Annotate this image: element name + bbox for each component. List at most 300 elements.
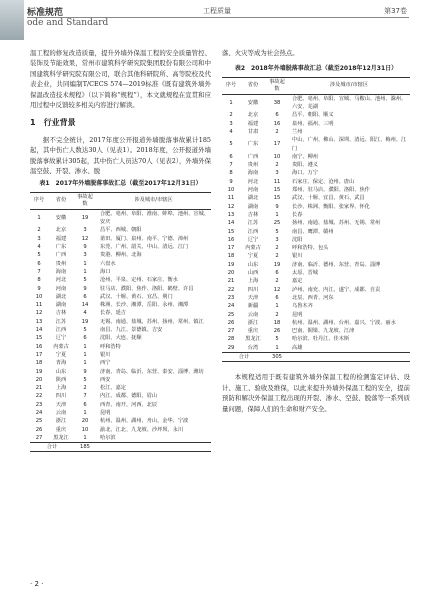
section-brand-en: ode and Standard [27,18,109,28]
row-number: 14 [227,220,235,227]
row-count: 2 [83,385,87,392]
row-number: 10 [35,293,43,300]
row-province: 江苏 [247,220,259,227]
right-column [222,48,410,414]
row-count: 12 [81,235,89,242]
row-number: 24 [35,410,43,416]
row-number: 11 [227,195,235,202]
row-cities: 西安 [100,376,111,383]
row-cities: 郑州、驻马店、濮阳、洛阳、焦作 [292,187,370,194]
row-province: 黑龙江 [53,434,69,441]
row-cities: 长春、延吉 [100,310,126,317]
row-count: 6 [83,335,87,342]
table-row [30,301,211,309]
table-row [222,277,410,285]
table-row [30,293,211,301]
row-cities: 杭州、温州、湖州、舟山、金华、宁波 [100,418,189,425]
row-count: 14 [81,302,89,309]
row-number: 1 [229,99,233,106]
row-number: 3 [37,235,41,242]
row-number: 25 [35,418,43,425]
table-2018 [222,77,410,363]
row-number: 7 [229,162,233,169]
row-count: 11 [273,178,281,185]
row-province: 福建 [247,120,259,127]
row-number: 12 [227,203,235,210]
col-header-no: 序号 [30,192,48,209]
row-cities: 石家庄、保定、沧州、唐山 [292,178,355,185]
total-count: 305 [266,353,288,362]
table-row [30,326,211,334]
table2-caption: 表2 2018年外墙脱落事故汇总（截至2018年12月31日） [234,65,398,73]
row-cities: 兰州 [292,129,303,135]
row-count: 18 [273,319,281,326]
row-number: 26 [227,319,235,326]
row-province: 河南 [247,187,259,194]
row-count: 1 [275,211,279,218]
row-province: 湖北 [55,293,67,300]
table-row [30,392,211,400]
row-cities: 昌平、西城、朝阳 [100,227,142,234]
row-province: 内蒙古 [53,343,69,350]
row-number: 1 [37,215,41,222]
row-number: 23 [227,294,235,301]
row-count: 1 [83,434,87,441]
row-cities: 呼和浩特、包头 [292,245,329,252]
row-cities: 合肥、亳州、阜阳、淮南、蚌埠、池州、宣城、安庆 [100,210,209,226]
row-count: 12 [273,286,281,293]
row-count: 9 [275,203,279,210]
table-row [30,309,211,317]
table-row [222,236,410,244]
row-number: 20 [227,270,235,277]
col-header-count: 事故起数 [266,77,288,94]
row-province: 江西 [247,228,259,235]
row-number: 2 [229,112,233,119]
table-row [222,327,410,335]
row-number: 13 [227,211,235,218]
col-header-province: 省份 [48,192,74,209]
row-count: 17 [273,141,281,148]
row-count: 2 [275,129,279,135]
row-count: 4 [83,310,87,317]
table-row [30,359,211,367]
row-number: 19 [227,261,235,268]
row-cities: 沧州、平泉、定州、石家庄、衡水 [100,277,178,284]
row-number: 17 [35,351,43,358]
table-row [30,417,211,425]
row-number: 9 [37,285,41,292]
section-heading: 1 行业背景 [30,118,76,128]
row-province: 天津 [247,294,259,301]
table-row [30,334,211,342]
row-number: 12 [35,310,43,317]
table-row [222,194,410,202]
table-row [30,368,211,376]
row-cities: 南宁、柳州 [292,153,318,160]
row-province: 山东 [55,368,67,375]
table-row [222,128,410,136]
row-count: 2 [275,311,279,318]
row-province: 山东 [247,261,259,268]
table-row [222,261,410,269]
row-number: 17 [227,245,235,252]
row-province: 湖南 [247,203,259,210]
table-row [30,384,211,392]
col-header-no: 序号 [222,77,240,94]
row-number: 24 [227,303,235,310]
row-province: 宁夏 [55,351,67,358]
row-province: 河北 [55,277,67,284]
table-row [222,178,410,186]
table-row [30,209,211,226]
row-count: 26 [273,328,281,335]
row-cities: 株洲、长沙、湘潭、岳阳、永州、湘潭 [100,302,189,309]
row-cities: 西宁 [100,360,111,367]
row-cities: 济南、青岛、临沂、东营、泰安、淄博、潍坊 [100,368,204,375]
row-number: 16 [35,343,43,350]
row-province: 台湾 [247,344,259,351]
table-row [222,302,410,310]
row-cities: 长沙、株洲、衡阳、张家界、怀化 [292,203,370,210]
journal-volume: 第37卷 [384,7,407,15]
closing-paragraph: 本规程适用于既有建筑外墙外保温工程的检测鉴定评估、设计、施工、验收及维保，以此来提升外墙外保温工程的安全，提前预防和解决外保温工程出现的开裂、渗水、空鼓、脱落等一系列质量问题，保障人们的生命和财产安全。 [222,373,410,413]
page-header [0,0,427,40]
row-number: 27 [227,328,235,335]
row-count: 6 [83,401,87,408]
col-header-count: 事故起数 [74,192,96,209]
row-number: 28 [227,336,235,343]
row-province: 河南 [55,285,67,292]
row-province: 黑龙江 [245,336,261,343]
total-blank [96,443,211,452]
row-province: 广西 [55,252,67,259]
col-header-province: 省份 [240,77,266,94]
row-number: 10 [227,187,235,194]
row-province: 四川 [247,286,259,293]
row-cities: 杭州、温州、湖州、台州、嘉兴、宁波、丽水 [292,319,396,326]
row-province: 云南 [55,410,67,416]
row-number: 18 [35,360,43,367]
row-cities: 巴南、铜梁、九龙坡、江津 [292,328,355,335]
table-total-row [30,443,211,452]
table-row [30,401,211,409]
total-label: 合计 [30,443,74,452]
row-number: 29 [227,344,235,351]
table-row [222,219,410,227]
table-total-row [222,353,410,362]
row-cities: 银川 [100,351,111,358]
row-province: 辽宁 [247,236,259,243]
row-cities: 武汉、十堰、黄石、宜昌、荆门 [100,293,173,300]
row-province: 青海 [55,360,67,367]
row-province: 广东 [55,244,67,251]
table-row [222,252,410,260]
row-count: 5 [83,327,87,334]
row-province: 天津 [55,401,67,408]
row-cities: 西青、南开、河西、北辰 [100,401,158,408]
row-province: 江苏 [55,318,67,325]
left-column [30,48,211,452]
row-cities: 贵阳、遵义 [292,162,318,169]
row-number: 6 [37,260,41,267]
table-row [222,344,410,353]
table-row [30,260,211,268]
total-count: 185 [74,443,96,452]
row-cities: 沈阳、大连、抚顺 [100,335,142,342]
row-number: 14 [35,327,43,334]
row-count: 1 [275,303,279,310]
row-count: 2 [275,253,279,260]
row-cities: 乌鲁木齐 [292,303,313,310]
row-cities: 长春 [292,211,303,218]
table-row [30,251,211,259]
table-row [222,169,410,177]
row-count: 5 [83,277,87,284]
row-province: 内蒙古 [245,245,261,252]
table-row [222,153,410,161]
background-paragraph: 据不完全统计，2017年度公开报道外墙脱落事故累计185起，其中伤亡人数达30人（见表1）。2018年度，公开报道外墙脱落事故累计305起，其中伤亡人员达70人（见表2），外墙外保温空鼓、开裂、渗水、脱 [30,135,211,176]
row-number: 3 [229,120,233,127]
table-row [222,244,410,252]
row-number: 9 [229,178,233,185]
row-province: 海南 [55,268,67,275]
row-number: 15 [227,228,235,235]
row-province: 河北 [247,178,259,185]
row-count: 3 [275,170,279,177]
row-count: 19 [81,318,89,325]
row-number: 11 [35,302,43,309]
table-row [30,285,211,293]
row-count: 7 [83,393,87,400]
row-province: 上海 [247,278,259,285]
row-count: 1 [83,410,87,416]
row-count: 5 [83,376,87,383]
row-province: 重庆 [247,328,259,335]
row-province: 吉林 [247,211,259,218]
row-cities: 北辰、西青、河东 [292,294,334,301]
row-cities: 内江、成都、德阳、眉山 [100,393,158,400]
row-count: 1 [83,260,87,267]
table-row [222,286,410,294]
col-header-cities: 涉及城市/市辖区 [96,192,211,209]
table-row [222,294,410,302]
row-province: 四川 [55,393,67,400]
table-row [30,276,211,284]
row-cities: 渝北、江北、九龙坡、沙坪坝、永川 [100,426,184,433]
table-row [30,243,211,251]
row-count: 1 [83,360,87,367]
table-row [222,111,410,119]
journal-title: 工程质量 [203,7,231,15]
row-cities: 太原、晋城 [292,270,318,277]
row-number: 8 [229,170,233,177]
row-province: 贵州 [55,260,67,267]
total-label: 合计 [222,353,266,362]
row-cities: 松江、嘉定 [100,385,126,392]
row-cities: 昆明 [292,311,303,318]
row-number: 5 [229,141,233,148]
row-count: 20 [81,418,89,425]
row-count: 15 [273,187,281,194]
row-count: 10 [81,426,89,433]
row-province: 海南 [247,170,259,177]
row-cities: 嘉定 [292,278,303,285]
row-province: 广东 [247,141,259,148]
row-province: 广西 [247,153,259,160]
row-count: 1 [275,344,279,351]
table-row [30,426,211,434]
row-province: 重庆 [55,426,67,433]
row-count: 3 [83,252,87,259]
row-count: 5 [275,336,279,343]
row-count: 2 [275,162,279,169]
row-count: 6 [275,294,279,301]
row-cities: 海口 [100,268,111,275]
row-number: 21 [227,278,235,285]
row-number: 20 [35,376,43,383]
row-cities: 东莞、广州、韶关、中山、清远、江门 [100,244,189,251]
row-province: 江西 [55,327,67,334]
table-row [30,268,211,276]
row-number: 16 [227,236,235,243]
row-cities: 武汉、十堰、宜昌、黄石、武昌 [292,195,365,202]
row-count: 15 [273,195,281,202]
row-number: 15 [35,335,43,342]
row-count: 38 [273,99,281,106]
row-cities: 南昌、鹰潭、赣州 [292,228,334,235]
table-row [222,161,410,169]
row-count: 25 [273,220,281,227]
table-row [222,211,410,219]
table1-caption: 表1 2017年外墙脱落事故汇总（截至2017年12月31日） [39,180,202,188]
row-number: 5 [37,252,41,259]
row-count: 16 [273,120,281,127]
row-cities: 六盘水 [100,260,116,267]
row-number: 6 [229,153,233,160]
row-count: 3 [275,236,279,243]
table-row [30,343,211,351]
table-row [222,311,410,319]
journal-logo [0,0,24,40]
row-cities: 昆明 [100,410,111,416]
row-cities: 南昌、九江、景德镇、吉安 [100,327,163,334]
row-province: 北京 [55,227,67,234]
row-number: 2 [37,227,41,234]
row-cities: 驻马店、濮阳、焦作、洛阳、鹤壁、许昌 [100,285,194,292]
row-province: 上海 [55,385,67,392]
row-number: 8 [37,277,41,284]
row-count: 19 [81,215,89,222]
row-count: 1 [83,351,87,358]
table-row [30,434,211,443]
table-row [222,94,410,111]
row-cities: 莆田、厦门、泉州、南平、宁德、漳州 [100,235,189,242]
row-count: 1 [83,343,87,350]
row-cities: 泉州、福州、三明 [292,120,334,127]
row-count: 6 [83,293,87,300]
total-blank [288,353,410,362]
col-header-cities: 涉及城市/市辖区 [288,77,410,94]
header-rule [27,17,409,18]
row-province: 山西 [247,270,259,277]
row-number: 22 [35,393,43,400]
row-cities: 呼和浩特 [100,343,121,350]
row-count: 9 [83,285,87,292]
row-number: 13 [35,318,43,325]
row-province: 陕西 [55,376,67,383]
row-province: 云南 [247,311,259,318]
row-count: 9 [83,368,87,375]
row-count: 9 [83,244,87,251]
row-cities: 高雄 [292,344,303,351]
row-cities: 昌平、朝阳、顺义 [292,112,334,119]
row-province: 浙江 [247,319,259,326]
row-province: 安徽 [55,215,67,222]
row-cities: 贵港、柳州、北海 [100,252,142,259]
table-row [222,335,410,343]
row-province: 湖南 [55,302,67,309]
page-number: · 2 · [30,580,44,588]
table-row [222,269,410,277]
row-province: 宁夏 [247,253,259,260]
table-row [222,186,410,194]
table-row [30,376,211,384]
row-province: 福建 [55,235,67,242]
row-count: 3 [83,227,87,234]
table-row [30,351,211,359]
row-province: 新疆 [247,303,259,310]
row-province: 辽宁 [55,335,67,342]
table-row [30,409,211,417]
row-cities: 哈尔滨、牡丹江、佳木斯 [292,336,350,343]
row-number: 19 [35,368,43,375]
row-cities: 银川 [292,253,303,260]
row-province: 安徽 [247,99,259,106]
table-row [30,235,211,243]
row-province: 甘肃 [247,129,259,135]
row-count: 2 [275,278,279,285]
row-number: 26 [35,426,43,433]
row-cities: 海口、万宁 [292,170,318,177]
table-row [222,203,410,211]
row-cities: 泸州、南充、内江、遂宁、成都、自贡 [292,286,381,293]
row-province: 北京 [247,112,259,119]
row-count: 5 [275,228,279,235]
row-number: 22 [227,286,235,293]
table-row [222,319,410,327]
table-row [30,226,211,234]
table-row [30,318,211,326]
row-number: 27 [35,434,43,441]
row-cities: 哈尔滨 [100,434,116,441]
row-number: 25 [227,311,235,318]
continued-text: 落、火灾等成为社会热点。 [222,49,299,57]
row-number: 7 [37,268,41,275]
row-count: 2 [275,245,279,252]
table-row [222,120,410,128]
table-2017 [30,192,211,453]
row-province: 贵州 [247,162,259,169]
row-count: 19 [273,261,281,268]
row-number: 23 [35,401,43,408]
row-province: 湖北 [247,195,259,202]
row-number: 21 [35,385,43,392]
row-province: 吉林 [55,310,67,317]
row-number: 18 [227,253,235,260]
row-count: 1 [83,268,87,275]
row-count: 6 [275,112,279,119]
